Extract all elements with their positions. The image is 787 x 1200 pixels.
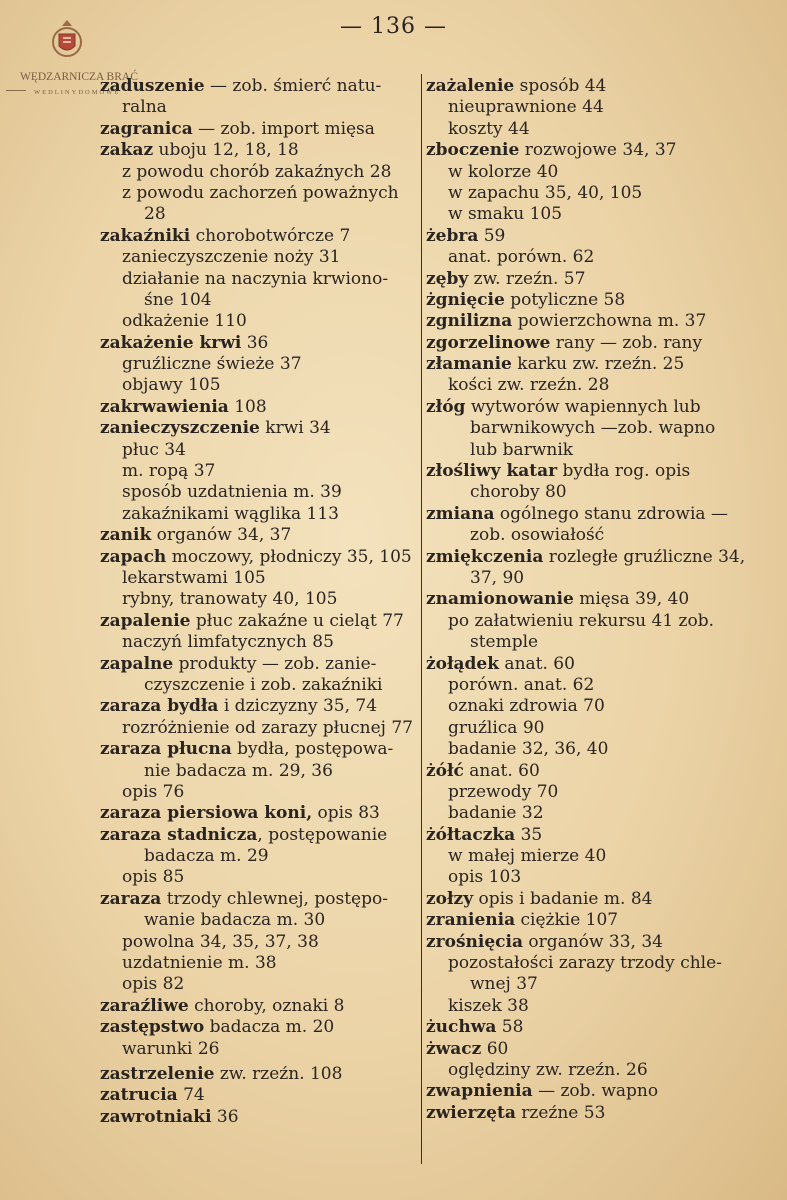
entry-text: lub barwnik (470, 439, 574, 460)
entry-text: choroby 80 (470, 482, 567, 503)
entry-text: oględziny zw. rzeźn. 26 (448, 1059, 648, 1080)
index-entry (100, 761, 418, 782)
entry-text: powolna 34, 35, 37, 38 (122, 931, 319, 952)
entry-text: 28 (144, 204, 166, 225)
entry-headword: zaraza (100, 888, 162, 909)
entry-headword: zaraza bydła (100, 696, 219, 717)
entry-text: w kolorze 40 (448, 161, 559, 182)
index-entry (100, 375, 418, 396)
entry-text: rozróżnienie od zarazy płucnej 77 (122, 717, 413, 738)
index-entry (100, 97, 418, 118)
entry-text: gruźliczne świeże 37 (122, 354, 302, 375)
index-entry (100, 910, 418, 931)
entry-text: badacza m. 20 (204, 1017, 335, 1038)
entry-text: ogólnego stanu zdrowia — (494, 503, 728, 524)
entry-text: zw. rzeźn. 108 (214, 1063, 343, 1084)
entry-text: płuc 34 (122, 439, 186, 460)
entry-headword: zmiana (426, 503, 495, 524)
index-entry (100, 247, 418, 268)
entry-headword: zawrotniaki (100, 1106, 212, 1127)
entry-text: , postępowanie (257, 824, 388, 845)
entry-text: karku zw. rzeźn. 25 (511, 354, 685, 375)
entry-text: śne 104 (144, 289, 212, 310)
index-entry (426, 204, 746, 225)
entry-text: sposób 44 (514, 76, 607, 96)
index-entry (100, 269, 418, 290)
index-entry (100, 311, 418, 332)
index-entry (100, 953, 418, 974)
index-entry (426, 162, 746, 183)
entry-text: 35 (515, 824, 543, 845)
entry-text: barwnikowych —zob. wapno (470, 418, 716, 439)
index-entry (426, 226, 746, 247)
entry-text: 58 (496, 1017, 524, 1038)
entry-headword: zaduszenie (100, 76, 205, 96)
index-entry (100, 611, 418, 632)
index-entry (100, 333, 418, 354)
index-entry (426, 333, 746, 354)
index-entry (426, 547, 746, 568)
index-entry (426, 375, 746, 396)
entry-text: badacza m. 29 (144, 846, 269, 867)
index-entry (426, 1103, 746, 1124)
index-entry (100, 846, 418, 867)
index-entry (100, 739, 418, 760)
index-entry (426, 889, 746, 910)
entry-headword: znamionowanie (426, 589, 574, 610)
index-entry (100, 974, 418, 995)
index-entry (100, 1017, 418, 1038)
index-entry (426, 269, 746, 290)
index-entry (426, 1017, 746, 1038)
entry-headword: zapalne (100, 653, 174, 674)
entry-text: nie badacza m. 29, 36 (144, 760, 333, 781)
entry-headword: żwacz (426, 1038, 482, 1059)
index-entry (426, 867, 746, 888)
entry-headword: zapalenie (100, 610, 191, 631)
entry-text: krwi 34 (259, 418, 331, 439)
index-entry (100, 204, 418, 225)
entry-headword: zatrucia (100, 1085, 178, 1106)
index-entry (100, 290, 418, 311)
index-entry (100, 932, 418, 953)
entry-headword: zapach (100, 546, 167, 567)
entry-text: odkażenie 110 (122, 311, 247, 332)
entry-text: opis 83 (312, 803, 380, 824)
entry-text: uboju 12, 18, 18 (153, 140, 299, 161)
entry-text: 36 (211, 1106, 239, 1127)
entry-text: stemple (470, 632, 539, 653)
entry-text: przewody 70 (448, 781, 559, 802)
entry-headword: zwapnienia (426, 1081, 533, 1102)
entry-headword: zęby (426, 268, 469, 289)
index-entry (426, 803, 746, 824)
entry-headword: zanieczyszczenie (100, 418, 260, 439)
logo-title: WĘDZARNICZA BRAĆ (20, 71, 138, 83)
entry-headword: żółtaczka (426, 824, 516, 845)
entry-headword: żebra (426, 225, 479, 246)
entry-text: kości zw. rzeźn. 28 (448, 375, 610, 396)
index-entry (100, 782, 418, 803)
entry-text: zw. rzeźn. 57 (468, 268, 586, 289)
index-entry (426, 76, 746, 97)
entry-headword: zaraza piersiowa koni, (100, 803, 313, 824)
entry-text: bydła, postępowa- (231, 739, 394, 760)
index-entry (426, 525, 746, 546)
index-entry (100, 440, 418, 461)
entry-text: 108 (228, 396, 267, 417)
entry-text: nieuprawnione 44 (448, 97, 604, 118)
index-entry (100, 1064, 418, 1085)
index-entry (426, 675, 746, 696)
index-entry (426, 97, 746, 118)
index-entry (100, 140, 418, 161)
entry-text: gruźlica 90 (448, 717, 545, 738)
index-entry (426, 354, 746, 375)
index-entry (426, 1039, 746, 1060)
entry-headword: zanik (100, 525, 152, 546)
index-entry (100, 867, 418, 888)
entry-text: objawy 105 (122, 375, 221, 396)
entry-headword: zgnilizna (426, 311, 513, 332)
entry-text: rozległe gruźliczne 34, (543, 546, 746, 567)
entry-text: bydła rog. opis (557, 461, 691, 482)
entry-headword: zastępstwo (100, 1017, 205, 1038)
index-column-right (426, 76, 746, 1124)
entry-text: porówn. anat. 62 (448, 674, 595, 695)
entry-text: rzeźne 53 (515, 1102, 606, 1123)
entry-headword: zakrwawienia (100, 396, 229, 417)
entry-text: działanie na naczynia krwiono- (122, 268, 389, 289)
entry-text: zakaźnikami wąglika 113 (122, 503, 339, 524)
entry-text: wytworów wapiennych lub (465, 396, 701, 417)
index-entry (426, 247, 746, 268)
entry-text: po załatwieniu rekursu 41 zob. (448, 610, 715, 631)
entry-text: 59 (478, 225, 506, 246)
entry-headword: żółć (426, 760, 464, 781)
index-entry (100, 996, 418, 1017)
entry-text: ciężkie 107 (515, 910, 619, 931)
entry-text: organów 34, 37 (151, 525, 292, 546)
index-entry (100, 568, 418, 589)
index-entry (426, 140, 746, 161)
entry-headword: zakaz (100, 140, 154, 161)
index-entry (100, 718, 418, 739)
index-entry (426, 119, 746, 140)
entry-text: trzody chlewnej, postępo- (161, 888, 388, 909)
entry-text: naczyń limfatycznych 85 (122, 632, 334, 653)
index-entry (426, 440, 746, 461)
logo-rule (6, 90, 26, 91)
index-entry (426, 953, 746, 974)
entry-text: kiszek 38 (448, 995, 529, 1016)
entry-text: chorobotwórcze 7 (190, 225, 351, 246)
index-entry (100, 525, 418, 546)
entry-text: ralna (122, 97, 167, 118)
entry-text: anat. porówn. 62 (448, 247, 595, 268)
index-entry (426, 418, 746, 439)
entry-headword: żuchwa (426, 1017, 497, 1038)
entry-headword: zwierzęta (426, 1102, 516, 1123)
entry-text: opis i badanie m. 84 (473, 888, 653, 909)
column-divider (421, 74, 422, 1164)
index-entry (426, 696, 746, 717)
entry-text: anat. 60 (463, 760, 540, 781)
index-entry (426, 974, 746, 995)
entry-text: choroby, oznaki 8 (188, 995, 345, 1016)
index-entry (426, 183, 746, 204)
index-entry (100, 397, 418, 418)
index-entry (100, 183, 418, 204)
entry-text: sposób uzdatnienia m. 39 (122, 482, 342, 503)
index-column-left (100, 76, 418, 1128)
index-entry (426, 1060, 746, 1081)
logo-subtitle: WEDLINYDOMOWE (34, 89, 121, 96)
index-entry (426, 932, 746, 953)
entry-text: — zob. wapno (532, 1081, 659, 1102)
entry-text: — zob. śmierć natu- (204, 76, 382, 96)
entry-text: warunki 26 (122, 1038, 220, 1059)
index-entry (426, 482, 746, 503)
index-entry (426, 1081, 746, 1102)
entry-text: czyszczenie i zob. zakaźniki (144, 674, 383, 695)
entry-headword: zakaźniki (100, 225, 191, 246)
index-entry (100, 803, 418, 824)
entry-text: wnej 37 (470, 974, 538, 995)
entry-headword: zranienia (426, 910, 516, 931)
index-entry (100, 696, 418, 717)
entry-headword: zaraza stadnicza (100, 824, 258, 845)
index-entry (426, 996, 746, 1017)
entry-text: 60 (481, 1038, 509, 1059)
index-entry (100, 418, 418, 439)
index-entry (426, 846, 746, 867)
page-number: — 136 — (340, 14, 447, 39)
entry-headword: zrośnięcia (426, 931, 523, 952)
entry-text: oznaki zdrowia 70 (448, 696, 605, 717)
entry-text: 37, 90 (470, 567, 525, 588)
entry-text: opis 82 (122, 974, 185, 995)
index-entry (100, 461, 418, 482)
index-entry (426, 290, 746, 311)
index-entry (100, 1107, 418, 1128)
index-entry (100, 1085, 418, 1106)
index-entry (100, 226, 418, 247)
index-entry (426, 910, 746, 931)
entry-text: rozwojowe 34, 37 (519, 140, 677, 161)
index-entry (100, 632, 418, 653)
entry-text: z powodu chorób zakaźnych 28 (122, 161, 392, 182)
entry-headword: zażalenie (426, 76, 515, 96)
entry-text: 36 (241, 332, 269, 353)
index-entry (100, 589, 418, 610)
entry-headword: zagranica (100, 118, 193, 139)
entry-text: i dziczyzny 35, 74 (218, 696, 378, 717)
index-entry (100, 675, 418, 696)
index-entry (100, 825, 418, 846)
index-entry (426, 504, 746, 525)
entry-headword: zaraza płucna (100, 739, 232, 760)
entry-text: pozostałości zarazy trzody chle- (448, 953, 722, 974)
entry-text: badanie 32 (448, 803, 544, 824)
index-entry (426, 461, 746, 482)
entry-headword: zmiękczenia (426, 546, 544, 567)
entry-text: w małej mierze 40 (448, 846, 607, 867)
entry-text: uzdatnienie m. 38 (122, 953, 277, 974)
index-entry (426, 568, 746, 589)
entry-text: wanie badacza m. 30 (144, 910, 326, 931)
entry-text: rybny, tranowaty 40, 105 (122, 589, 338, 610)
entry-text: opis 85 (122, 867, 185, 888)
entry-text: produkty — zob. zanie- (173, 653, 377, 674)
entry-headword: złośliwy katar (426, 461, 558, 482)
entry-text: koszty 44 (448, 118, 530, 139)
entry-text: zob. osowiałość (470, 525, 605, 546)
index-entry (426, 782, 746, 803)
entry-text: moczowy, płodniczy 35, 105 (166, 546, 412, 567)
entry-text: anat. 60 (499, 653, 575, 674)
index-entry (426, 397, 746, 418)
entry-text: mięsa 39, 40 (573, 589, 690, 610)
index-entry (426, 739, 746, 760)
index-entry (100, 654, 418, 675)
entry-text: opis 103 (448, 867, 522, 888)
index-entry (100, 354, 418, 375)
index-entry (100, 76, 418, 97)
entry-text: opis 76 (122, 781, 185, 802)
entry-text: 74 (177, 1085, 205, 1106)
entry-text: powierzchowna m. 37 (512, 311, 707, 332)
entry-headword: zboczenie (426, 140, 520, 161)
index-entry (426, 632, 746, 653)
entry-text: badanie 32, 36, 40 (448, 739, 609, 760)
entry-headword: złamanie (426, 354, 512, 375)
entry-headword: zaraźliwe (100, 995, 189, 1016)
entry-headword: żołądek (426, 653, 500, 674)
index-entry (426, 761, 746, 782)
index-entry (426, 611, 746, 632)
index-entry (100, 119, 418, 140)
index-entry (426, 718, 746, 739)
entry-text: m. ropą 37 (122, 461, 216, 482)
entry-text: w zapachu 35, 40, 105 (448, 182, 643, 203)
index-entry (100, 482, 418, 503)
entry-text: płuc zakaźne u cieląt 77 (190, 610, 404, 631)
index-entry (100, 504, 418, 525)
entry-text: w smaku 105 (448, 204, 563, 225)
index-entry (426, 589, 746, 610)
entry-headword: zastrzelenie (100, 1063, 215, 1084)
entry-headword: zołzy (426, 888, 474, 909)
entry-text: organów 33, 34 (522, 931, 663, 952)
index-entry (426, 311, 746, 332)
entry-headword: złóg (426, 396, 466, 417)
index-entry (426, 825, 746, 846)
index-entry (100, 162, 418, 183)
index-entry (100, 1039, 418, 1060)
index-entry (100, 889, 418, 910)
entry-text: rany — zob. rany (550, 332, 703, 353)
entry-text: z powodu zachorzeń poważnych (122, 182, 399, 203)
index-entry (426, 654, 746, 675)
entry-headword: zgorzelinowe (426, 332, 551, 353)
entry-text: zanieczyszczenie noży 31 (122, 247, 341, 268)
entry-text: lekarstwami 105 (122, 567, 266, 588)
index-entry (100, 547, 418, 568)
entry-text: potyliczne 58 (504, 289, 626, 310)
entry-headword: zakażenie krwi (100, 332, 242, 353)
entry-text: — zob. import mięsa (192, 118, 375, 139)
entry-headword: żgnięcie (426, 289, 505, 310)
